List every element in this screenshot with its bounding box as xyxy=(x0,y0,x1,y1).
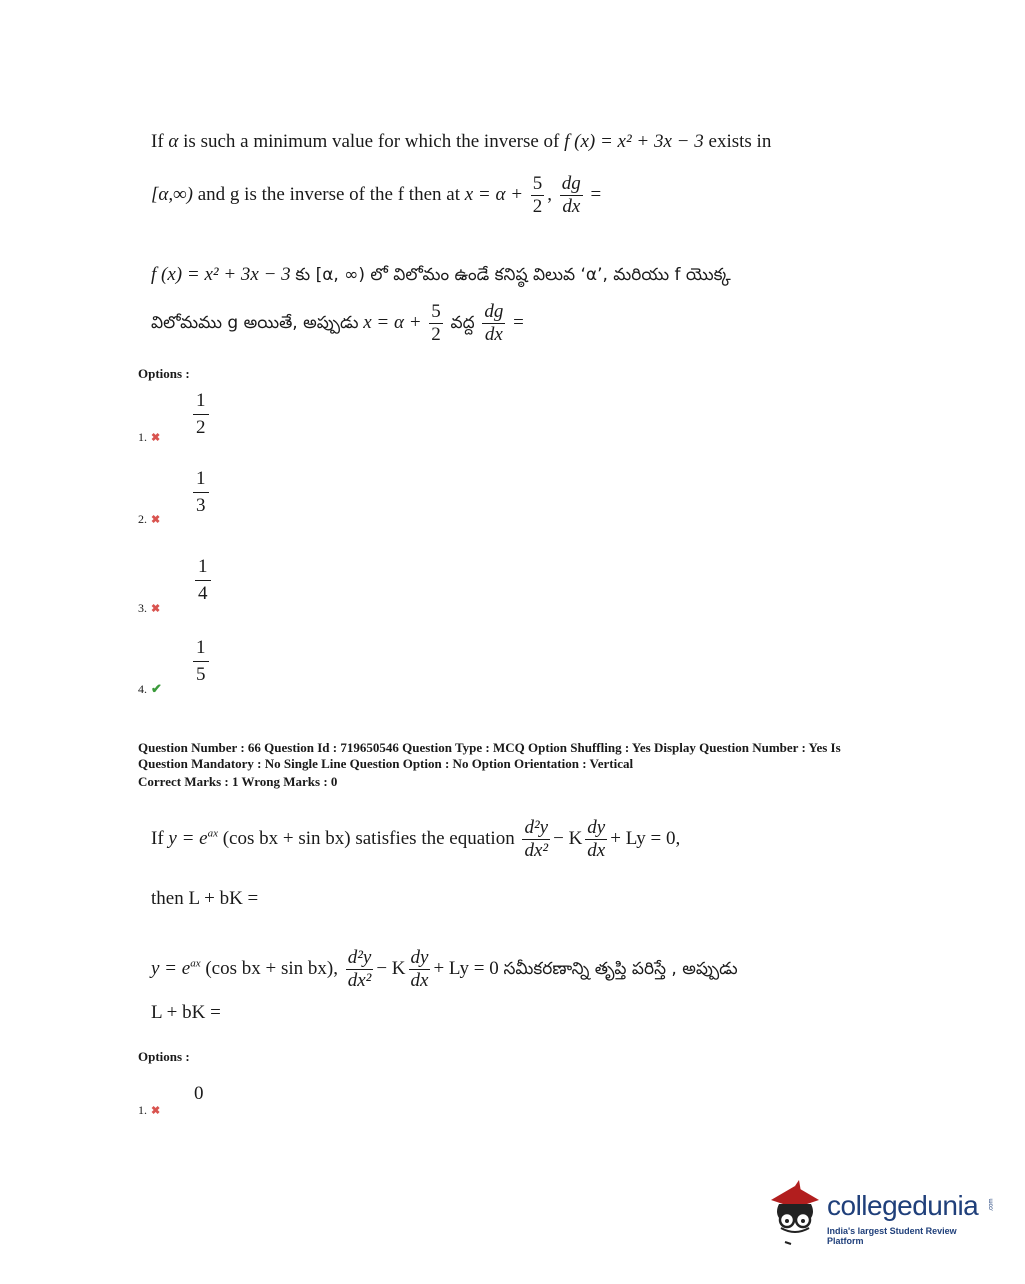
text: is such a minimum value for which the inverse of xyxy=(183,131,560,152)
telugu-text: విలోమము g అయితే, అప్పుడు xyxy=(151,312,359,333)
logo-tagline: India's largest Student Review Platform xyxy=(827,1226,957,1246)
fraction-dg-dx xyxy=(560,174,583,217)
numerator: dg xyxy=(484,301,504,322)
logo-wordmark: collegedunia xyxy=(827,1190,979,1221)
denominator: 4 xyxy=(198,582,208,604)
q66-telugu-line2: L + bK = xyxy=(151,1002,221,1023)
q66-english-line2: then L + bK = xyxy=(151,888,259,909)
cross-icon: ✖ xyxy=(151,432,161,444)
exponent: ax xyxy=(190,957,201,970)
numerator: d²y xyxy=(347,947,372,968)
x-expression: x = α + xyxy=(363,311,422,333)
trig-expression: (cos bx + sin bx) xyxy=(222,827,351,849)
option-3-marker[interactable] xyxy=(138,599,160,617)
denominator: dx xyxy=(562,195,581,217)
cross-icon: ✖ xyxy=(151,1105,161,1117)
fraction-dg-dx xyxy=(482,302,505,345)
fraction-5-over-2 xyxy=(531,174,545,217)
text: If xyxy=(151,827,164,849)
y-expression: y = e xyxy=(168,827,208,849)
option-number: 1. xyxy=(138,1103,147,1117)
options-label: Options : xyxy=(138,1049,190,1064)
numerator: 1 xyxy=(193,390,209,415)
q66-meta-line2: Question Mandatory : No Single Line Question Option : No Option Orientation : Vertical xyxy=(138,756,634,771)
interval: [α,∞) xyxy=(151,183,193,205)
y-expression: y = e xyxy=(151,957,191,979)
q66-english-line1 xyxy=(151,818,680,861)
denominator: dx xyxy=(410,969,429,991)
option-2-fraction xyxy=(193,468,209,517)
q65-english-line2: [α,∞) and g is the inverse of the f then at x = α + $\frac{5}{2}$ , $\frac{dg}{dx}$ = xyxy=(151,173,602,217)
text: If xyxy=(151,131,164,152)
denominator: dx xyxy=(484,323,503,345)
function-expression: f (x) = x² + 3x − 3 xyxy=(151,264,291,285)
denominator: dx² xyxy=(524,839,549,861)
option-number: 4. xyxy=(138,682,147,696)
option-1-value: 0 xyxy=(194,1083,204,1104)
equals: = xyxy=(513,311,524,333)
function-expression: f (x) = x² + 3x − 3 xyxy=(564,131,704,152)
option-1-fraction xyxy=(193,390,209,439)
logo-com: .com xyxy=(988,1198,995,1212)
alpha-symbol: α xyxy=(168,131,179,152)
fraction-dy-dx xyxy=(585,818,607,861)
numerator: d²y xyxy=(524,817,549,838)
minus-k: − K xyxy=(376,957,406,979)
telugu-text: వద్ద xyxy=(450,312,475,333)
telugu-text: సమీకరణాన్ని తృప్తి పరిస్తే , అప్పుడు xyxy=(503,958,738,979)
q65-telugu-line2 xyxy=(151,302,524,345)
option-4-fraction xyxy=(193,637,209,686)
minus-k: − K xyxy=(553,827,583,849)
option-1-marker[interactable] xyxy=(138,428,160,446)
text: exists in xyxy=(708,131,772,152)
text: and g is the inverse of the f then at xyxy=(197,183,460,205)
cross-icon: ✖ xyxy=(151,514,161,526)
options-label: Options : xyxy=(138,366,190,381)
fraction-5-over-2 xyxy=(429,302,443,345)
check-icon: ✔ xyxy=(151,681,162,696)
numerator: dy xyxy=(587,817,606,838)
collegedunia-logo[interactable] xyxy=(765,1178,995,1248)
q66-telugu-line1 xyxy=(151,948,738,991)
numerator: 1 xyxy=(195,556,211,581)
numerator: dg xyxy=(561,173,581,194)
trig-expression: (cos bx + sin bx), xyxy=(205,957,338,979)
option-1-marker[interactable] xyxy=(138,1101,160,1119)
cross-icon: ✖ xyxy=(151,603,161,615)
equals: = xyxy=(590,183,602,205)
option-4-marker[interactable] xyxy=(138,680,162,698)
fraction-dy-dx xyxy=(409,948,431,991)
denominator: 3 xyxy=(196,494,206,516)
plus-ly: + Ly = 0, xyxy=(610,827,681,849)
numerator: 1 xyxy=(193,637,209,662)
numerator: dy xyxy=(410,947,429,968)
numerator: 1 xyxy=(193,468,209,493)
mascot-icon xyxy=(765,1178,825,1248)
q65-english-line1 xyxy=(151,131,771,153)
denominator: 2 xyxy=(196,416,206,438)
option-number: 1. xyxy=(138,430,147,444)
denominator: 2 xyxy=(532,195,543,217)
numerator: 5 xyxy=(532,173,543,194)
option-3-fraction xyxy=(195,556,211,605)
denominator: dx xyxy=(587,839,606,861)
numerator: 5 xyxy=(431,301,441,322)
denominator: 5 xyxy=(196,663,206,685)
text: satisfies the equation xyxy=(355,827,515,849)
q66-meta-line3: Correct Marks : 1 Wrong Marks : 0 xyxy=(138,774,338,789)
plus-ly: + Ly = 0 xyxy=(433,957,499,979)
exponent: ax xyxy=(207,827,218,840)
q65-telugu-line1 xyxy=(151,264,731,289)
x-expression: x = α + xyxy=(464,183,524,205)
denominator: dx² xyxy=(347,969,372,991)
fraction-d2y-dx2 xyxy=(346,948,374,991)
telugu-text: కు [α, ∞) లో విలోమం ఉండే కనిష్ఠ విలువ ‘α’, మరియు f యొక్క xyxy=(295,265,731,285)
q66-meta-line1: Question Number : 66 Question Id : 719650546 Question Type : MCQ Option Shuffling : Yes Display Question Number : Yes Is xyxy=(138,740,841,755)
option-number: 2. xyxy=(138,512,147,526)
option-number: 3. xyxy=(138,601,147,615)
fraction-d2y-dx2 xyxy=(522,818,550,861)
option-2-marker[interactable] xyxy=(138,510,160,528)
denominator: 2 xyxy=(431,323,441,345)
